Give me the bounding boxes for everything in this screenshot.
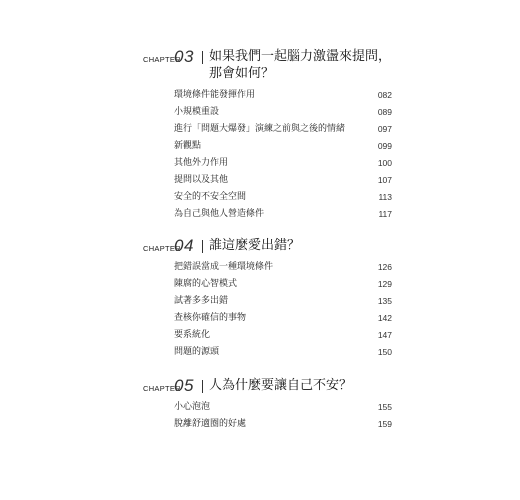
chapter-heading xyxy=(0,237,520,261)
toc-entry[interactable] xyxy=(174,311,392,328)
entry-title: 試著多多出錯 xyxy=(174,296,229,306)
entry-page-number: 129 xyxy=(377,279,392,289)
chapter-title: 人為什麼要讓自己不安？ xyxy=(209,378,353,393)
entry-page-number: 107 xyxy=(377,175,392,185)
entry-title: 把錯誤當成一種環境條件 xyxy=(174,262,274,272)
entry-page-number: 155 xyxy=(377,402,392,412)
chapter-entries xyxy=(174,260,392,362)
chapter-heading xyxy=(0,377,520,401)
chapter-label: CHAPTER xyxy=(143,244,181,253)
entry-title: 安全的不安全空間 xyxy=(174,192,247,202)
entry-title: 小心泡泡 xyxy=(174,402,211,412)
entry-title: 其他外力作用 xyxy=(174,158,229,168)
entry-page-number: 089 xyxy=(377,107,392,117)
toc-entry[interactable] xyxy=(174,88,392,105)
chapter-entries xyxy=(174,88,392,224)
toc-entry[interactable] xyxy=(174,105,392,122)
chapter-number: 04 xyxy=(174,236,194,255)
entry-title: 查核你確信的事物 xyxy=(174,313,247,323)
toc-entry[interactable] xyxy=(174,417,392,434)
toc-entry[interactable] xyxy=(174,122,392,139)
entry-page-number: 099 xyxy=(377,141,392,151)
entry-title: 為自己與他人營造條件 xyxy=(174,209,265,219)
entry-page-number: 147 xyxy=(377,330,392,340)
chapter-number: 05 xyxy=(174,376,194,395)
entry-page-number: 082 xyxy=(377,90,392,100)
entry-title: 新觀點 xyxy=(174,141,202,151)
entry-page-number: 159 xyxy=(377,419,392,429)
chapter-title: 如果我們一起腦力激盪來提問， xyxy=(209,49,392,64)
entry-title: 脫離舒適圈的好處 xyxy=(174,419,247,429)
chapter-divider xyxy=(202,51,203,64)
toc-entry[interactable] xyxy=(174,173,392,190)
entry-page-number: 142 xyxy=(377,313,392,323)
entry-title: 要系統化 xyxy=(174,330,211,340)
entry-title: 環境條件能發揮作用 xyxy=(174,90,256,100)
entry-page-number: 097 xyxy=(377,124,392,134)
toc-entry[interactable] xyxy=(174,190,392,207)
toc-entry[interactable] xyxy=(174,345,392,362)
toc-entry[interactable] xyxy=(174,400,392,417)
entry-page-number: 150 xyxy=(377,347,392,357)
toc-entry[interactable] xyxy=(174,207,392,224)
toc-entry[interactable] xyxy=(174,139,392,156)
chapter-number: 03 xyxy=(174,47,194,66)
toc-entry[interactable] xyxy=(174,260,392,277)
entry-title: 陳腐的心智模式 xyxy=(174,279,238,289)
entry-page-number: 117 xyxy=(378,209,392,219)
entry-page-number: 113 xyxy=(378,192,392,202)
entry-title: 進行「問題大爆發」演練之前與之後的情緒 xyxy=(174,124,346,134)
chapter-title-line2: 那會如何？ xyxy=(209,66,275,81)
entry-title: 提問以及其他 xyxy=(174,175,229,185)
entry-page-number: 126 xyxy=(377,262,392,272)
toc-entry[interactable] xyxy=(174,328,392,345)
chapter-title: 誰這麼愛出錯？ xyxy=(209,238,301,253)
toc-entry[interactable] xyxy=(174,277,392,294)
chapter-label: CHAPTER xyxy=(143,55,181,64)
chapter-entries xyxy=(174,400,392,434)
entry-page-number: 135 xyxy=(377,296,392,306)
chapter-label: CHAPTER xyxy=(143,384,181,393)
entry-title: 小規模重設 xyxy=(174,107,220,117)
toc-entry[interactable] xyxy=(174,294,392,311)
toc-entry[interactable] xyxy=(174,156,392,173)
chapter-heading xyxy=(0,47,520,81)
entry-title: 問題的源頭 xyxy=(174,347,220,357)
chapter-divider xyxy=(202,240,203,253)
entry-page-number: 100 xyxy=(377,158,392,168)
chapter-divider xyxy=(202,380,203,393)
